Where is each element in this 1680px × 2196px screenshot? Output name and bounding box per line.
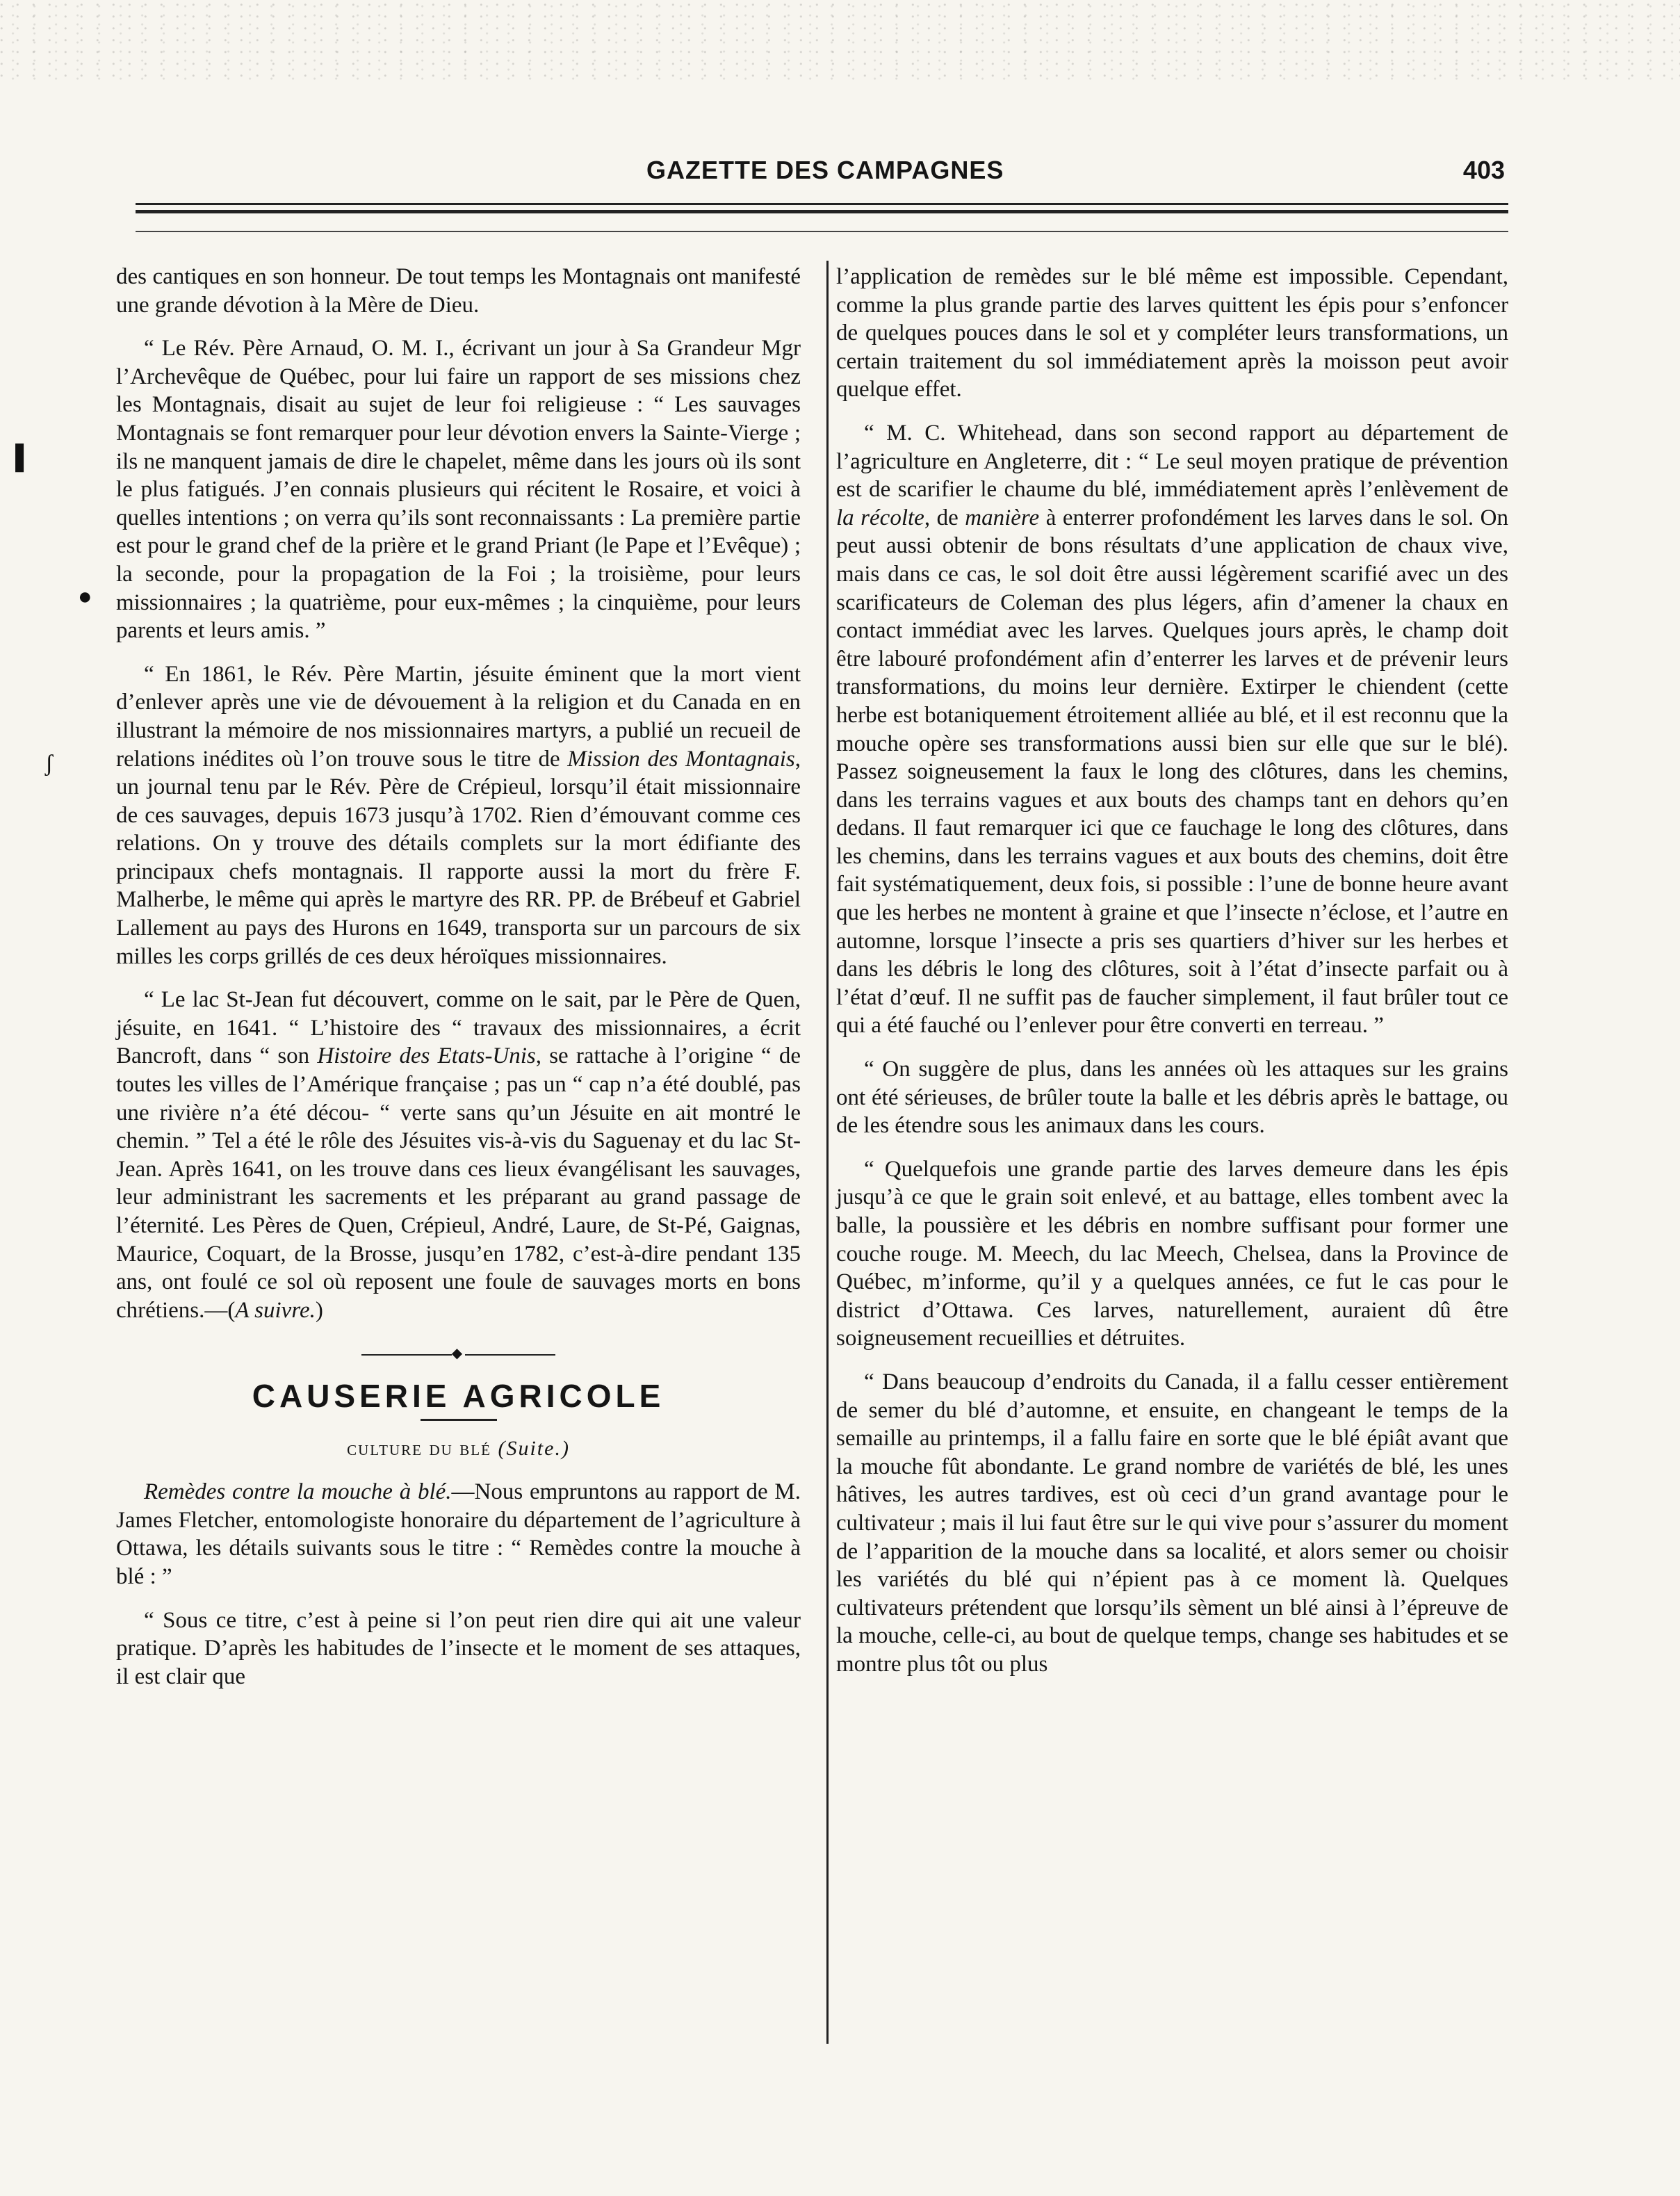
page-header (136, 152, 1519, 193)
text-run: —Nous empruntons au rapport de M. James Fletcher, entomologiste honoraire du département de l’agriculture à Ottawa, les détails suivants sous le titre : “ Remèdes contre la mouche à blé : ” (116, 1479, 801, 1589)
paragraph: des cantiques en son honneur. De tout temps les Montagnais ont manifesté une grande dévotion à la Mère de Dieu. (116, 264, 801, 318)
italic-run: manière (965, 505, 1040, 530)
paragraph (116, 660, 801, 971)
section-ornament: ◆ (116, 1340, 801, 1368)
paragraph (836, 419, 1508, 1040)
italic-title: Mission des Montagnais (567, 746, 795, 772)
left-column (116, 263, 801, 1706)
margin-bracket-mark: ▐ (7, 445, 24, 471)
paragraph (116, 1478, 801, 1591)
paragraph: “ Sous ce titre, c’est à peine si l’on peut rien dire qui ait une valeur pratique. D’après les habitudes de l’insecte et le moment de ses attaques, il est clair que (116, 1607, 801, 1689)
margin-dot-mark: ● (78, 584, 92, 610)
paragraph: l’application de remèdes sur le blé même est impossible. Cependant, comme la plus grande partie des larves quittent les épis pour s’enfoncer de quelques pouces dans le sol et y compléter leurs transformations, un certain traitement du sol immédiatement après la moisson peut avoir quelque effet. (836, 264, 1508, 402)
title-rule (421, 1419, 497, 1421)
subtitle-caps: culture du blé (347, 1436, 491, 1460)
paragraph: “ Le Rév. Père Arnaud, O. M. I., écrivant un jour à Sa Grandeur Mgr l’Archevêque de Québec, pour lui faire un rapport de ses missions chez les Montagnais, disait au sujet de leur foi religieuse : “ Les sauvages Montagnais se font remarquer pour leur dévotion envers la Sainte-Vierge ; ils ne manquent jamais de dire le chapelet, même dans les jours où ils sont le plus fatigués. J’en connais plusieurs qui récitent le Rosaire, et voici à quelles intentions ; on verra qu’ils sont reconnaissants : La première partie est pour le grand chef de la prière et le grand Priant (le Pape et l’Evêque) ; la seconde, pour la propagation de la Foi ; la troisième, pour leurs missionnaires ; la quatrième, pour eux-mêmes ; la cinquième, pour leurs parents et leurs amis. ” (116, 336, 801, 644)
italic-run: la récolte (836, 505, 924, 530)
text-run: , de (924, 505, 965, 530)
paragraph (116, 986, 801, 1324)
text-run: “ M. C. Whitehead, dans son second rapport au département de l’agriculture en Angleterre, dit : “ Le seul moyen pratique de prévention est de scarifier le chaume du blé, immédiatement après l’enlèvement de (836, 420, 1508, 503)
italic-note: A suivre. (235, 1297, 316, 1323)
paragraph: “ On suggère de plus, dans les années où les attaques sur les grains ont été sérieuses, de brûler toute la balle et les débris après le battage, ou de les étendre sous les animaux dans les cours. (836, 1057, 1508, 1139)
text-run: , se rattache à l’origine “ de toutes les villes de l’Amérique française ; pas un “ cap n’a été doublé, pas une rivière n’a été décou- “ verte sans qu’un Jésuite en ait montré le chemin. ” Tel a été le rôle des Jésuites vis-à-vis du Saguenay et du lac St-Jean. Après 1641, on les trouve dans ces lieux évangélisant les sauvages, leur administrant les sacrements et les préparant au grand passage de l’éternité. Les Pères de Quen, Crépieul, André, Laure, de St-Pé, Gaignas, Maurice, Coquart, de la Brosse, jusqu’en 1782, c’est-à-dire pendant 135 ans, ont foulé ce sol où reposent une foule de sauvages morts en bons chrétiens.—( (116, 1043, 801, 1323)
header-rule-lower (136, 231, 1508, 232)
header-rule-thin (136, 203, 1508, 205)
italic-heading: Remèdes contre la mouche à blé. (144, 1479, 452, 1505)
text-run: à enterrer profondément les larves dans le sol. On peut aussi obtenir de bons résultats d’une application de chaux vive, mais dans ce cas, le sol doit être aussi légèrement scarifié avec un des scarificateurs de Coleman des plus légers, afin d’amener la chaux en contact immédiat avec les larves. Quelques jours après, le champ doit être labouré profondément afin d’enterrer les larves et de prévenir leurs transformations, du moins leur dernière. Extirper le chiendent (cette herbe est botaniquement étroitement alliée au blé, et il est reconnu que la mouche opère ses transformations aussi bien sur elle que sur le blé). Passez soigneusement la faux le long des clôtures, dans les chemins, dans les terrains vagues et aux bouts des champs tant en dehors qu’en dedans. Il faut remarquer ici que ce fauchage le long des clôtures, dans les chemins, dans les terrains vagues et aux bouts des chemins, doit être fait systématiquement, deux fois, si possible : l’une de bonne heure avant que les herbes ne montent à graine et que l’insecte n’éclose, et l’autre en automne, lorsque l’insecte a pris ses quartiers d’hiver sur les herbes et dans les débris le long des clôtures, soit à l’état d’insecte parfait ou à l’état d’œuf. Il ne suffit pas de faucher simplement, il faut brûler tout ce qui a été fauché ou l’enlever pour être converti en terreau. ” (836, 505, 1508, 1039)
text-run: “ En 1861, le Rév. Père Martin, jésuite éminent que la mort vient d’enlever après une vie de dévouement à la religion et du Canada en en illustrant la mémoire de nos missionnaires martyrs, a publié un recueil de relations inédites où l’on trouve sous le titre de (116, 661, 801, 772)
scan-noise (0, 0, 1680, 83)
subtitle-italic: (Suite.) (498, 1436, 570, 1460)
text-run: ) (315, 1297, 323, 1323)
section-title: CAUSERIE AGRICOLE (252, 1377, 665, 1414)
column-divider (826, 261, 829, 2044)
text-run: , un journal tenu par le Rév. Père de Crépieul, lorsqu’il était missionnaire de ces sauvages, depuis 1673 jusqu’à 1702. Rien d’émouvant comme ces relations. On y trouve des détails complets sur la mort édifiante des principaux chefs montagnais. Il rapporte aussi la mort du frère F. Malherbe, le même qui après le martyre des RR. PP. de Brébeuf et Gabriel Lallement au pays des Hurons en 1649, transporta sur un parcours de six milles les corps grillés de ces deux héroïques missionnaires. (116, 746, 801, 969)
text-run: “ Le lac St-Jean fut découvert, comme on le sait, par le Père de Quen, jésuite, en 1641. “ L’histoire des “ travaux des missionnaires, a écrit Bancroft, dans “ son (116, 987, 801, 1069)
margin-tick-mark: ʃ (45, 751, 54, 776)
header-rule-thick (136, 210, 1508, 213)
section-subtitle (116, 1435, 801, 1463)
paragraph: “ Quelquefois une grande partie des larves demeure dans les épis jusqu’à ce que le grain soit enlevé, et au battage, elles tombent avec la balle, la poussière et les débris en nombre suffisant pour former une couche rouge. M. Meech, du lac Meech, Chelsea, dans la Province de Québec, m’informe, qu’il y a quelques années, ce fut le cas pour le district d’Ottawa. Ces larves, naturellement, auraient dû être soigneusement recueillies et détruites. (836, 1156, 1508, 1351)
running-title: GAZETTE DES CAMPAGNES (646, 156, 1004, 184)
right-column (836, 263, 1508, 1694)
page-number: 403 (1462, 156, 1505, 184)
paragraph: “ Dans beaucoup d’endroits du Canada, il a fallu cesser entièrement de semer du blé d’automne, et ensuite, en changeant le temps de la semaille au printemps, il a fallu faire en sorte que le blé épiât avant que la mouche fût abondante. Le grand nombre de variétés de blé, les unes hâtives, les autres tardives, est où ceci d’un grand avantage pour le cultivateur ; mais il lui faut être sur le qui vive pour s’assurer du moment de l’apparition de la mouche dans sa localité, et alors semer ou choisir les variétés du blé qui n’épient pas à ce moment là. Quelques cultivateurs prétendent que lorsqu’ils sèment un blé ainsi à l’épreuve de la mouche, celle-ci, au bout de quelque temps, change ses habitudes et se montre plus tôt ou plus (836, 1369, 1508, 1677)
italic-title: Histoire des Etats-Unis (317, 1043, 536, 1069)
